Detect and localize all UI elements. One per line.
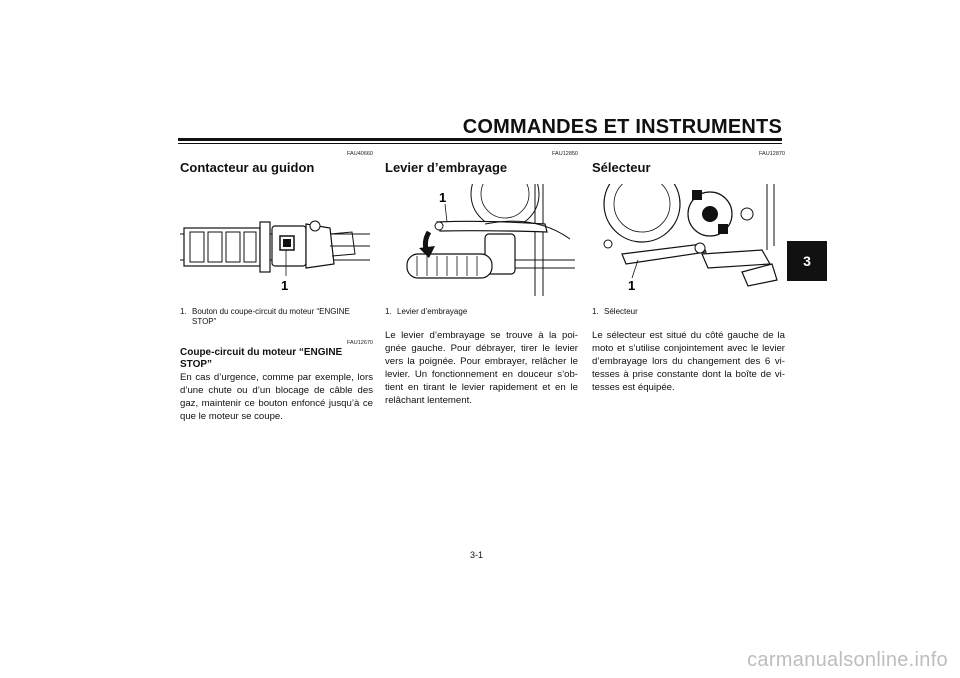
figure-callout-label: 1 [281, 278, 289, 293]
section-body: Le sélecteur est situé du côté gauche de la moto et s’utilise conjointement avec le levier d’embrayage lors du changement des 6 vi-tesses à prise constante dont la boîte de vi-tesses est équipée. [592, 330, 785, 393]
caption-number: 1. [592, 307, 599, 316]
header-rule-thin [178, 143, 782, 144]
watermark: carmanualsonline.info [747, 649, 948, 671]
caption-text: Levier d’embrayage [397, 307, 468, 316]
section-code: FAU40660 [347, 151, 373, 157]
section-title: Levier d’embrayage [385, 160, 508, 175]
subsection-title: Coupe-circuit du moteur “ENGINE STOP” [180, 347, 343, 370]
figure-callout-label: 1 [628, 278, 636, 293]
section-body: En cas d’urgence, comme par exemple, lors d’une chute ou d’un blocage de câble des gaz, maintenir ce bouton enfoncé jusqu’à ce que le moteur se coupe. [180, 372, 373, 422]
caption-number: 1. [385, 307, 392, 316]
section-handlebar-switch [180, 150, 373, 423]
section-code: FAU12870 [759, 151, 785, 157]
header-rule [178, 138, 782, 141]
shift-pedal-illustration [592, 184, 782, 296]
figure-caption [592, 307, 785, 317]
page-header-title: COMMANDES ET INSTRUMENTS [462, 116, 782, 138]
caption-number: 1. [180, 307, 187, 316]
figure-callout-label: 1 [439, 190, 447, 205]
section-title: Contacteur au guidon [180, 160, 315, 175]
section-title: Sélecteur [592, 160, 651, 175]
section-clutch-lever [385, 150, 578, 407]
figure-caption [385, 307, 578, 317]
subsection-code: FAU12670 [347, 340, 373, 346]
page-number: 3-1 [470, 550, 484, 560]
section-shift-pedal [592, 150, 785, 394]
caption-text: Bouton du coupe-circuit du moteur “ENGINE STOP” [192, 307, 350, 326]
caption-text: Sélecteur [604, 307, 638, 316]
chapter-tab: 3 [787, 241, 827, 281]
clutch-lever-illustration [385, 184, 575, 296]
section-body: Le levier d’embrayage se trouve à la poi-gnée gauche. Pour débrayer, tirer le levier vers la poignée. Pour embrayer, relâcher le levier. Un fonctionnement en douceur s’ob-tient en tirant le levier rapidement et en le relâchant lentement. [385, 330, 578, 406]
section-code: FAU12850 [552, 151, 578, 157]
figure-caption [180, 307, 373, 327]
handlebar-switch-illustration [180, 184, 370, 296]
